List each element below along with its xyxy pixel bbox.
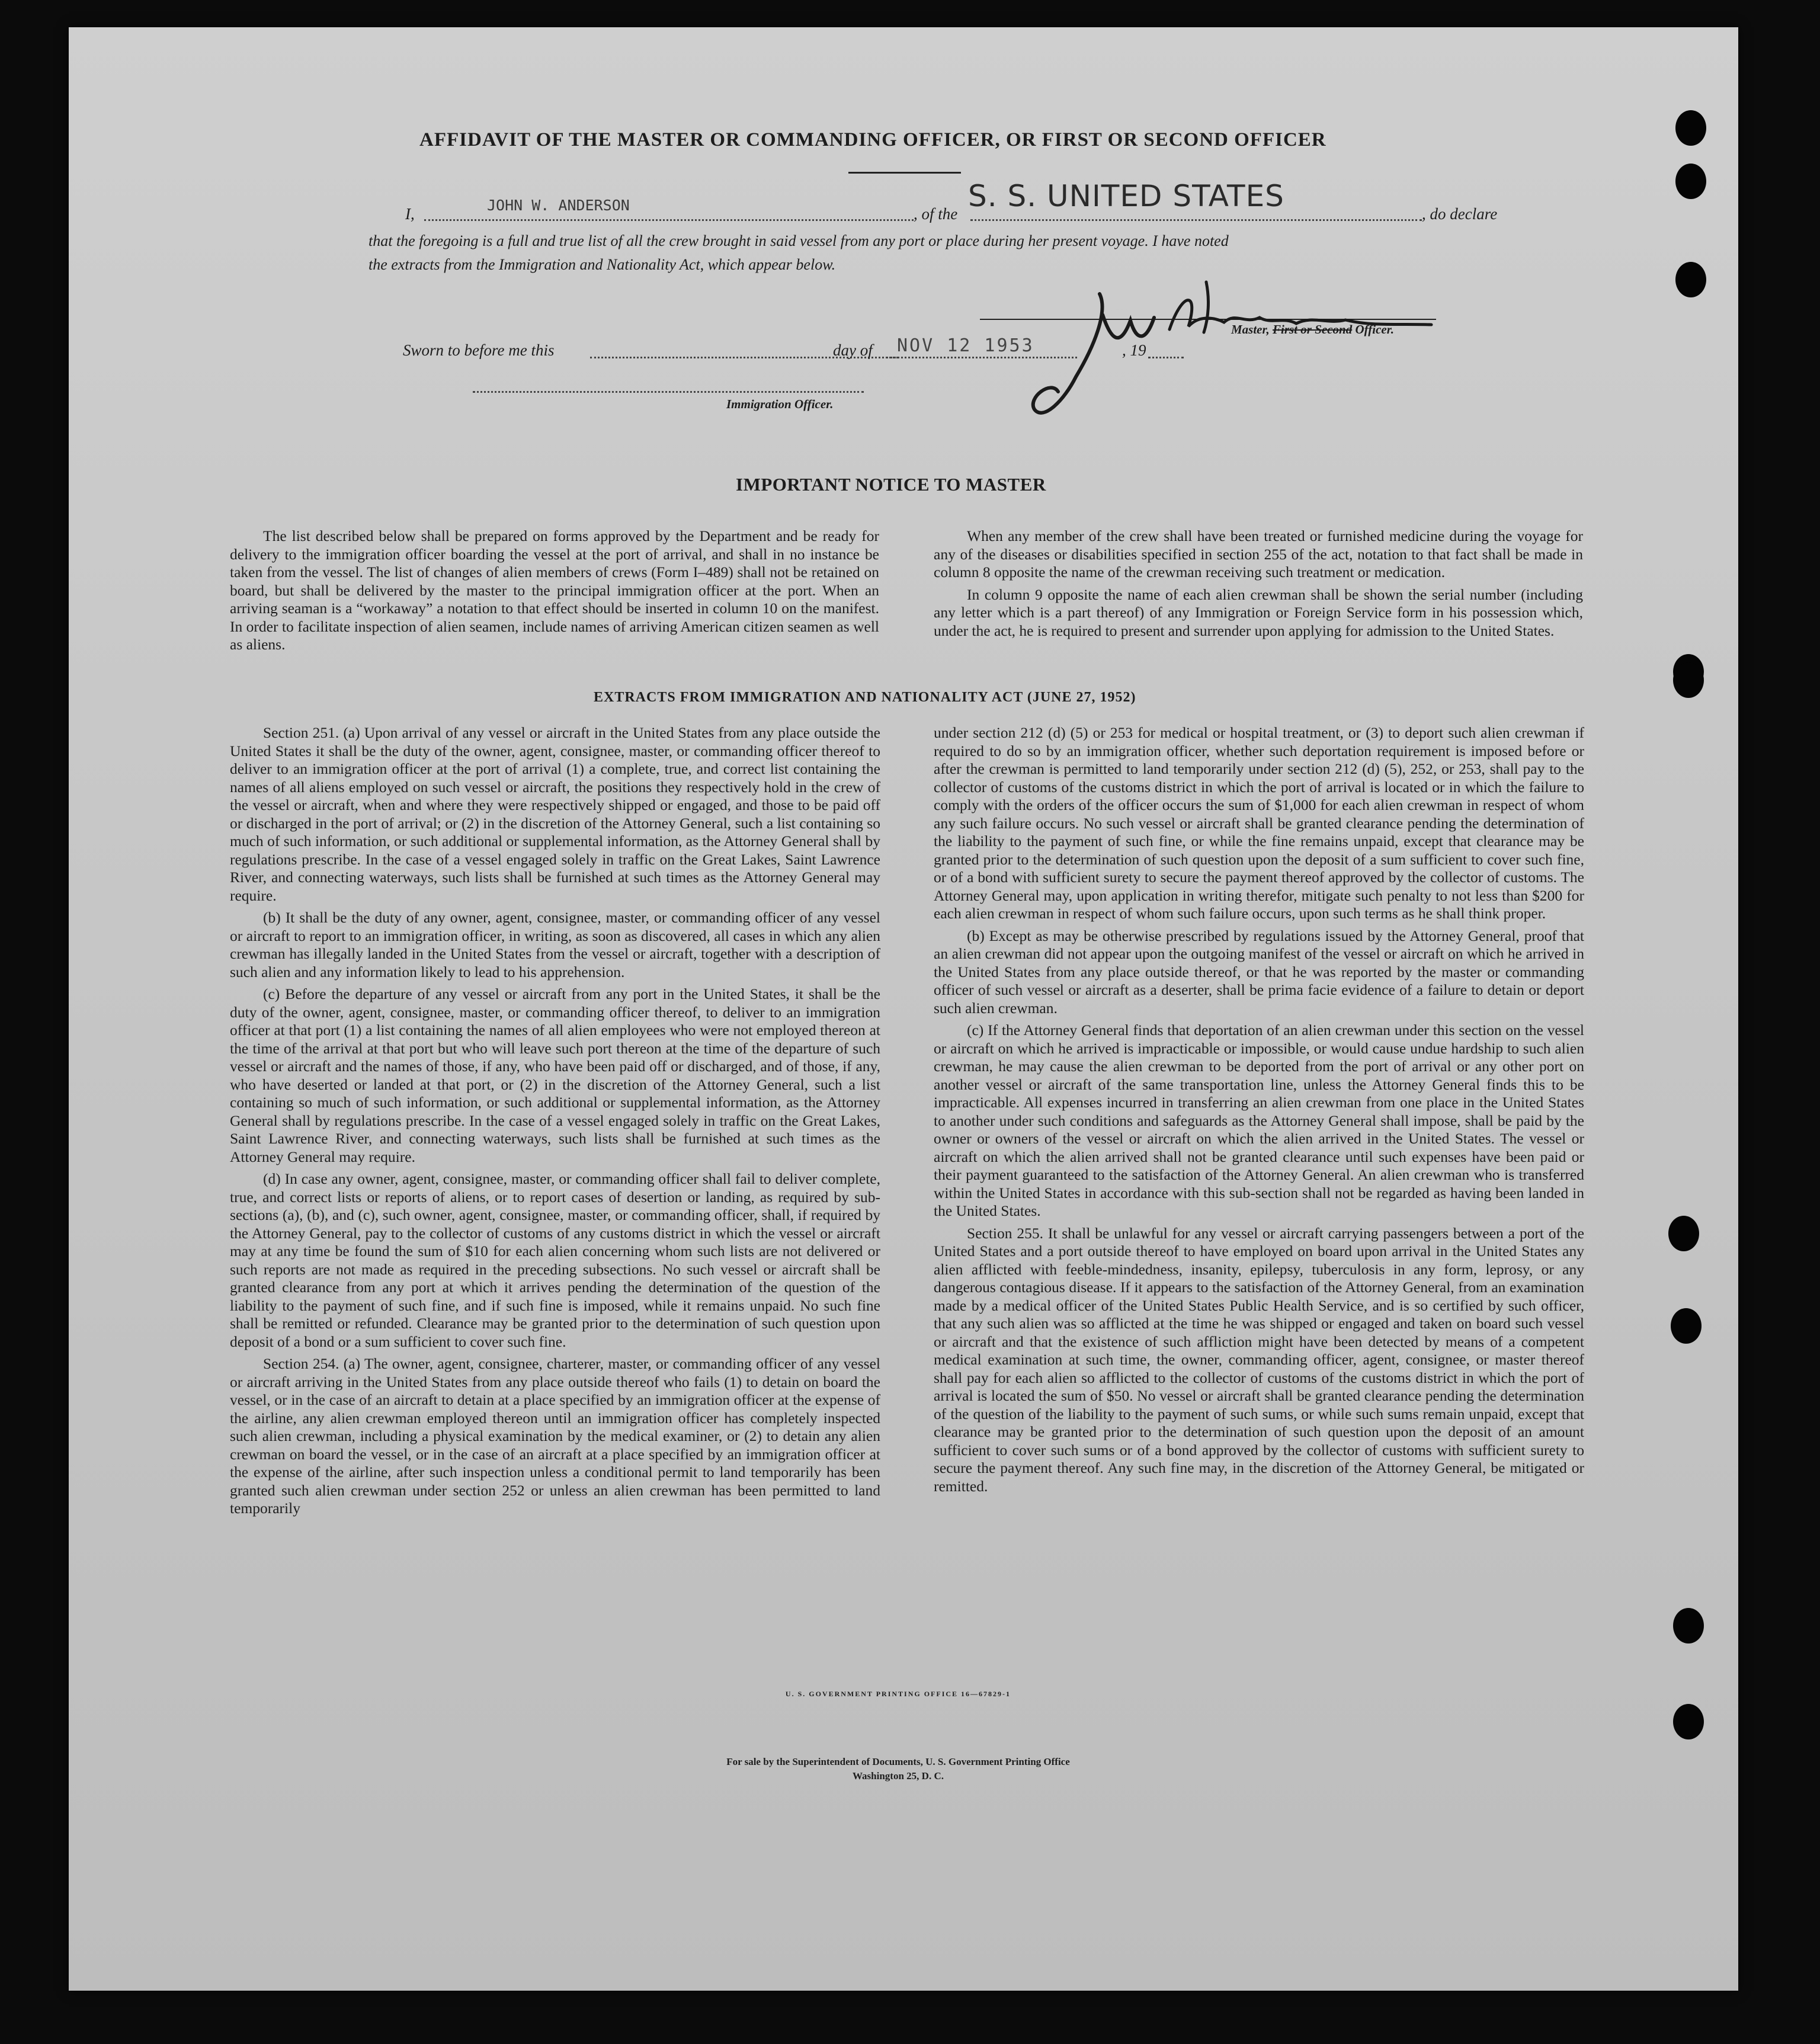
punch-hole xyxy=(1671,1308,1702,1344)
do-declare-label: , do declare xyxy=(1422,205,1498,223)
day-of-label: day of xyxy=(833,341,873,359)
punch-hole xyxy=(1675,110,1706,146)
printing-office-line: U. S. GOVERNMENT PRINTING OFFICE 16—67829-1 xyxy=(785,1690,1011,1698)
notice-right-paragraph-1: When any member of the crew shall have been treated or furnished medicine during the voyage for any of the diseases or disabilities specified in section 255 of the act, notation to that fact shall be made in column 8 opposite the name of the crewman receiving such treatment or medication. xyxy=(934,527,1583,581)
master-name-line xyxy=(424,219,914,221)
extracts-title: EXTRACTS FROM IMMIGRATION AND NATIONALITY ACT (JUNE 27, 1952) xyxy=(594,690,1136,705)
master-signature xyxy=(981,258,1491,436)
extract-right-paragraph: Section 255. It shall be unlawful for any vessel or aircraft carrying passengers between a port of the United States and a port outside thereof to have employed on board upon arrival in the United States any alien afflicted with feeble-mindedness, insanity, epilepsy, tuberculosis in any form, leprosy, or any dangerous contagious disease. If it appears to the satisfaction of the Attorney General, from an examination made by a medical officer of the United States Public Health Service, and is so certified by such officer, that any such alien was so afflicted at the time he was shipped or engaged and taken on board such vessel or aircraft and that the existence of such affliction might have been detected by means of a competent medical examination at such time, the owner, commanding officer, agent, consignee, or master thereof shall pay for each alien so afflicted to the collector of customs of the customs district in which the port of arrival is located the sum of $50. No vessel or aircraft shall be granted clearance pending the determination of the question of the liability to the payment of such sums, or while such sums remain unpaid, except that clearance may be granted prior to the determination of such question upon the deposit of an amount sufficient to cover such sums or of a bond approved by the collector of customs with sufficient surety to secure the payment thereof. Any such fine may, in the discretion of the Attorney General, be mitigated or remitted. xyxy=(934,1224,1584,1495)
extract-left-paragraph: (b) It shall be the duty of any owner, agent, consignee, master, or commanding officer of any vessel or aircraft to report to an immigration officer, in writing, as soon as discovered, all cases in which any alien crewman has illegally landed in the United States from the vessel or aircraft, together with a description of such alien and any information likely to lead to his apprehension. xyxy=(230,909,880,981)
immigration-officer-label: Immigration Officer. xyxy=(726,397,834,411)
master-name: JOHN W. ANDERSON xyxy=(487,197,630,214)
affidavit-title: AFFIDAVIT OF THE MASTER OR COMMANDING OFFICER, OR FIRST OR SECOND OFFICER xyxy=(419,129,1326,150)
punch-hole xyxy=(1673,1608,1704,1643)
date-line xyxy=(886,357,1077,358)
signature-text: JW Anderson xyxy=(1111,308,1127,311)
notice-right-column xyxy=(934,527,1583,644)
extract-left-paragraph: Section 254. (a) The owner, agent, consignee, charterer, master, or commanding officer of any vessel or aircraft arriving in the United States from any place outside thereof who fails (1) to detain on board the vessel, or in the case of an aircraft to detain at a place specified by an immigration officer at the expense of the airline, any alien crewman employed thereon until an immigration officer has completely inspected such alien crewman, including a physical examination by the medical examiner, or (2) to detain any alien crewman on board the vessel, or in the case of an aircraft at a place specified by an immigration officer at the expense of the airline, after such inspection unless a conditional permit to land temporarily has been granted such alien crewman under section 252 or unless an alien crewman has been permitted to land temporarily xyxy=(230,1355,880,1517)
punch-hole xyxy=(1673,662,1704,698)
punch-hole xyxy=(1668,1216,1699,1251)
form-page xyxy=(69,27,1738,1991)
vessel-line xyxy=(970,219,1422,221)
extract-right-paragraph: under section 212 (d) (5) or 253 for medical or hospital treatment, or (3) to deport such alien crewman if required to do so by an immigration officer, whether such deportation requirement is imposed before or after the crewman is permitted to land temporarily under section 212 (d) (5), 252, or 253, shall pay to the collector of customs of the customs district in which the port of arrival is located or in which the failure to comply with the orders of the officer occurs the sum of $1,000 for each alien crewman in respect of whom any such failure occurs. No such vessel or aircraft shall be granted clearance pending the determination of the liability to the payment of such fine, or while the fine remains unpaid, except that clearance may be granted prior to the determination of such question upon the deposit of a sum sufficient to cover such fine, or of a bond with sufficient surety to secure the payment thereof approved by the collector of customs. The Attorney General may, upon application in writing therefor, mitigate such penalty to not less than $200 for each alien crewman in respect of whom such failure occurs, upon such terms as he shall think proper. xyxy=(934,724,1584,922)
master-caption-prefix: Master, xyxy=(1231,322,1270,337)
statement-line-1: that the foregoing is a full and true list of all the crew brought in said vessel from any port or place during her present voyage. I have noted xyxy=(369,232,1229,249)
punch-hole xyxy=(1675,262,1706,297)
notice-title: IMPORTANT NOTICE TO MASTER xyxy=(736,474,1046,495)
sale-line-2: Washington 25, D. C. xyxy=(853,1770,944,1782)
extract-left-paragraph: (d) In case any owner, agent, consignee, master, or commanding officer shall fail to deliver complete, true, and correct lists or reports of aliens, or to report cases of desertion or landing, as required by sub-sections (a), (b), and (c), such owner, agent, consignee, master, or commanding officer, shall, if required by the Attorney General, pay to the collector of customs of any customs district in which the vessel or aircraft may at any time be found the sum of $10 for each alien concerning whom such lists are not delivered or such reports are not made as required in the preceding subsections. No such vessel or aircraft shall be granted clearance from any port at which it arrives pending the determination of the question of the liability to the payment of such fine, and if such fine is imposed, while it remains unpaid. No such fine shall be remitted or refunded. Clearance may be granted prior to the determination of such question upon deposit of a bond or a sum sufficient to cover such fine. xyxy=(230,1170,880,1350)
of-the-label: , of the xyxy=(914,205,958,223)
year-line xyxy=(1148,357,1184,358)
notice-left-paragraph: The list described below shall be prepared on forms approved by the Department and be ready for delivery to the immigration officer boarding the vessel at the port of arrival, and shall in no instance be taken from the vessel. The list of changes of alien members of crews (Form I–489) shall not be retained on board, but shall be delivered by the master to the principal immigration officer at the port. When an arriving seaman is a “workaway” a notation to that effect should be inserted in column 10 on the manifest. In order to facilitate inspection of alien seamen, include names of arriving American citizen seamen as well as aliens. xyxy=(230,527,879,653)
sworn-label: Sworn to before me this xyxy=(403,341,555,359)
extract-right-paragraph: (c) If the Attorney General finds that deportation of an alien crewman under this section on the vessel or aircraft on which he arrived is impracticable or impossible, or would cause undue hardship to such alien crewman, he may cause the alien crewman to be deported from the port of arrival or any other port on another vessel or aircraft of the same transportation line, unless the Attorney General finds this to be impracticable. All expenses incurred in transferring an alien crewman from one place in the United States to another under such conditions and safeguards as the Attorney General shall impose, shall be paid by the owner or owners of the vessel or aircraft on which the alien arrived in the United States. The vessel or aircraft on which the alien arrived shall not be granted clearance until such expenses have been paid or their payment guaranteed to the satisfaction of the Attorney General. An alien crewman who is transferred within the United States in accordance with this sub-section shall not be regarded as having been landed in the United States. xyxy=(934,1021,1584,1219)
master-caption xyxy=(1231,322,1394,337)
i-label: I, xyxy=(405,205,415,223)
notice-right-paragraph-2: In column 9 opposite the name of each alien crewman shall be shown the serial number (including any letter which is a part thereof) of any Immigration or Foreign Service form in his possession which, under the act, he is required to present and surrender upon applying for admission to the United States. xyxy=(934,585,1583,639)
year-label: , 19 xyxy=(1122,341,1146,359)
master-caption-struck: First or Second xyxy=(1273,322,1353,337)
statement-line-2: the extracts from the Immigration and Nationality Act, which appear below. xyxy=(369,256,836,273)
extracts-right-column xyxy=(934,724,1584,1500)
master-caption-suffix: Officer. xyxy=(1355,322,1394,337)
immigration-officer-line xyxy=(473,391,864,393)
punch-hole xyxy=(1673,1704,1704,1739)
extract-left-paragraph: Section 251. (a) Upon arrival of any vessel or aircraft in the United States from any place outside the United States it shall be the duty of the owner, agent, consignee, master, or commanding officer thereof to deliver to an immigration officer at the port of arrival (1) a complete, true, and correct list containing the names of all aliens employed on such vessel or aircraft, the positions they respectively hold in the crew of the vessel or aircraft, when and where they were respectively shipped or engaged, and those to be paid off or discharged in the port of arrival; or (2) in the discretion of the Attorney General, such a list containing so much of such information, or such additional or supplemental information, as the Attorney General shall by regulations prescribe. In the case of a vessel engaged solely in traffic on the Great Lakes, Saint Lawrence River, and connecting waterways, such lists shall be furnished at such times as the Attorney General may require. xyxy=(230,724,880,904)
extract-right-paragraph: (b) Except as may be otherwise prescribed by regulations issued by the Attorney General, proof that an alien crewman did not appear upon the outgoing manifest of the vessel or aircraft on which he arrived in the United States from any place outside thereof, or that he was reported by the master or commanding officer of such vessel or aircraft as a deserter, shall be prima facie evidence of a failure to detain or deport such alien crewman. xyxy=(934,927,1584,1017)
punch-hole xyxy=(1675,164,1706,199)
date-stamp: NOV 12 1953 xyxy=(897,335,1034,356)
title-rule xyxy=(848,172,961,174)
extracts-left-column xyxy=(230,724,880,1522)
sale-line-1: For sale by the Superintendent of Documents, U. S. Government Printing Office xyxy=(726,1756,1070,1767)
vessel-name: S. S. UNITED STATES xyxy=(968,179,1284,213)
notice-left-column xyxy=(230,527,879,658)
extract-left-paragraph: (c) Before the departure of any vessel or aircraft from any port in the United States, it shall be the duty of the owner, agent, consignee, master, or commanding officer thereof, to deliver to an immigration officer at that port (1) a list containing the names of all alien employees who were not employed thereon at the time of the arrival at that port but who will leave such port thereon at the time of the departure of such vessel or aircraft and the names of those, if any, who have been paid off or discharged, and of those, if any, who have deserted or landed at that port, or (2) in the discretion of the Attorney General, such a list containing so much of such information, or such additional or supplemental information, as the Attorney General shall by regulations prescribe. In the case of a vessel engaged solely in traffic on the Great Lakes, Saint Lawrence River, and connecting waterways, such lists shall be furnished at such times as the Attorney General may require. xyxy=(230,985,880,1165)
